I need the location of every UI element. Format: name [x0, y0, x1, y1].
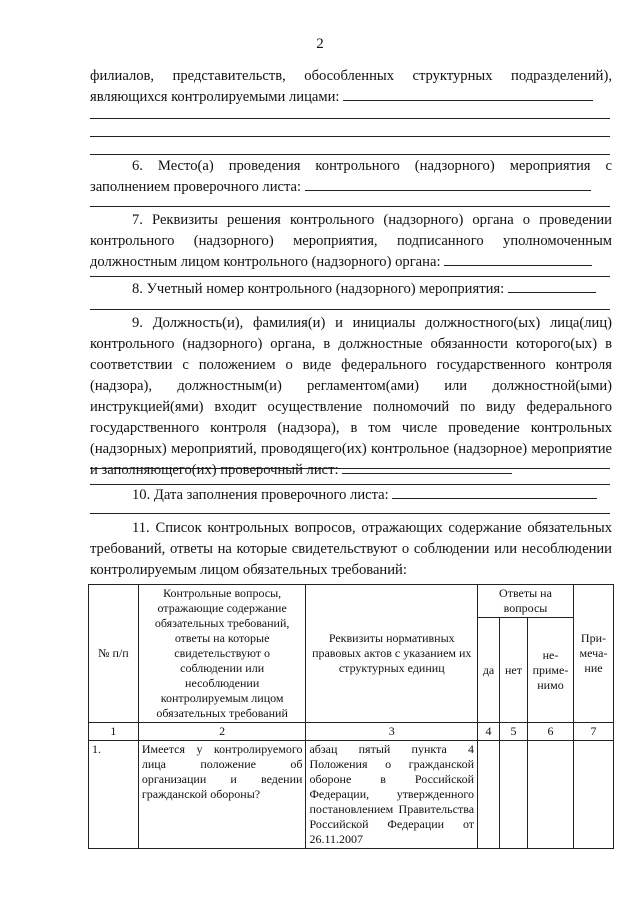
header-requisites: Реквизиты нормативных правовых актов с указанием их структурных единиц: [306, 585, 478, 723]
item-11-text: 11. Список контрольных вопросов, отражающих содержание обязательных требований, ответы на которые свидетельствуют о соблюдении или несоблюдении контролируемым лицом обязательных требований:: [90, 520, 612, 578]
col-number: 6: [527, 723, 573, 741]
header-note: При-меча-ние: [573, 585, 613, 723]
blank-line[interactable]: [90, 276, 610, 277]
blank-line[interactable]: [90, 206, 610, 207]
blank-line[interactable]: [90, 513, 610, 514]
item-10-paragraph: [90, 485, 612, 506]
row-requisites: абзац пятый пункта 4 Положения о гражданской обороне в Российской Федерации, утвержденного постановлением Правительства Российской Федерации от 26.11.2007: [306, 741, 478, 849]
col-number: 2: [138, 723, 306, 741]
item-9-paragraph: [90, 313, 612, 481]
item-7-paragraph: [90, 210, 612, 273]
item-7-fill-line[interactable]: [444, 252, 592, 266]
item-6-paragraph: [90, 156, 612, 198]
header-no: нет: [500, 618, 528, 723]
header-yes: да: [478, 618, 500, 723]
answer-na-cell[interactable]: [527, 741, 573, 849]
blank-line[interactable]: [90, 309, 610, 310]
row-question: Имеется у контролируемого лица положение об организации и ведении гражданской обороны?: [138, 741, 306, 849]
item-8-text: 8. Учетный номер контрольного (надзорного) мероприятия:: [132, 281, 505, 297]
col-number: 4: [478, 723, 500, 741]
intro-text: филиалов, представительств, обособленных структурных подразделений), являющихся контролируемыми лицами:: [90, 68, 612, 105]
item-9-text: 9. Должность(и), фамилия(и) и инициалы должностного(ых) лица(лиц) контрольного (надзорного) органа, в должностные обязанности которого(ых) в соответствии с положением о виде федерального государственного контроля (надзора), должностным(и) регламентом(ами) или должностной(ыми) инструкцией(ями) входит осуществление полномочий по виду федерального государственного контроля (надзора), в том числе проведение контрольных (надзорных) мероприятий, проводящего(их) контрольное (надзорное) мероприятие и заполняющего(их) проверочный лист:: [90, 315, 612, 478]
blank-line[interactable]: [90, 154, 610, 155]
item-7-text: 7. Реквизиты решения контрольного (надзорного) органа о проведении контрольного (надзорного) мероприятия, подписанного уполномоченным должностным лицом контрольного (надзорного) органа:: [90, 212, 612, 270]
row-num: 1.: [89, 741, 139, 849]
item-9-fill-line[interactable]: [342, 460, 512, 474]
header-na: не-приме-нимо: [527, 618, 573, 723]
item-8-fill-line[interactable]: [508, 279, 596, 293]
blank-line[interactable]: [90, 136, 610, 137]
col-number: 1: [89, 723, 139, 741]
item-10-fill-line[interactable]: [392, 485, 597, 499]
header-answers: Ответы на вопросы: [478, 585, 574, 618]
answer-no-cell[interactable]: [500, 741, 528, 849]
col-number: 5: [500, 723, 528, 741]
item-6-text: 6. Место(а) проведения контрольного (надзорного) мероприятия с заполнением проверочного листа:: [90, 158, 612, 195]
table-header-row: [89, 585, 614, 618]
item-10-text: 10. Дата заполнения проверочного листа:: [132, 487, 389, 503]
answer-yes-cell[interactable]: [478, 741, 500, 849]
col-number: 3: [306, 723, 478, 741]
item-11-paragraph: [90, 518, 612, 581]
table-row: [89, 741, 614, 849]
item-6-fill-line[interactable]: [305, 177, 591, 191]
intro-paragraph: [90, 66, 612, 108]
intro-fill-line[interactable]: [343, 87, 593, 101]
item-8-paragraph: [90, 279, 612, 300]
checklist-table: [88, 584, 614, 849]
header-num: № п/п: [89, 585, 139, 723]
blank-line[interactable]: [90, 118, 610, 119]
column-number-row: [89, 723, 614, 741]
blank-line[interactable]: [90, 468, 610, 469]
col-number: 7: [573, 723, 613, 741]
note-cell[interactable]: [573, 741, 613, 849]
page-number: 2: [316, 36, 324, 52]
header-questions: Контрольные вопросы, отражающие содержание обязательных требований, ответы на которые свидетельствуют о соблюдении или несоблюдении контролируемым лицом обязательных требований: [138, 585, 306, 723]
